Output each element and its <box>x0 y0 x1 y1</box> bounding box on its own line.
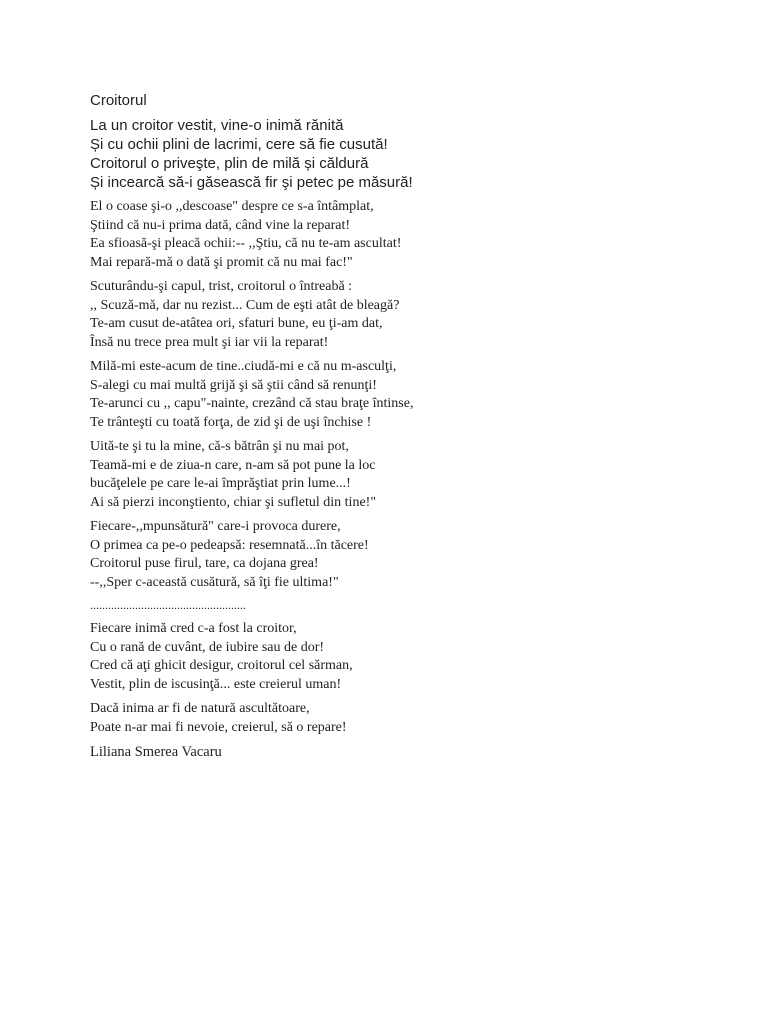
poem-line: Croitorul o priveşte, plin de milă și căldură <box>90 155 369 172</box>
poem-line: Dacă inima ar fi de natură ascultătoare, <box>90 701 310 716</box>
poem-line: Și incearcă să-i găsească fir şi petec pe măsură! <box>90 174 413 191</box>
poem-line: Milă-mi este-acum de tine..ciudă-mi e că nu m-asculţi, <box>90 359 397 374</box>
stanza-1 <box>90 116 730 192</box>
poem-line: S-alegi cu mai multă grijă şi să ştii când să renunţi! <box>90 377 377 393</box>
poem-line: Poate n-ar mai fi nevoie, creierul, să o repare! <box>90 719 347 735</box>
poem-line: Cu o rană de cuvânt, de iubire sau de dor! <box>90 639 325 655</box>
poem-line: Fiecare-,,mpunsătură" care-i provoca durere, <box>90 519 341 534</box>
poem-line: Ştiind că nu-i prima dată, când vine la reparat! <box>90 217 351 233</box>
poem-line: --,,Sper c-această cusătură, să îţi fie ultima!" <box>90 574 339 590</box>
poem-line: Mai repară-mă o dată şi promit că nu mai fac!" <box>90 254 353 270</box>
poem-line: Croitorul puse firul, tare, ca dojana grea! <box>90 556 319 571</box>
poem-line: bucăţelele pe care le-ai împrăştiat prin lume...! <box>90 476 351 491</box>
poem-line: Te trânteşti cu toată forţa, de zid şi de uşi închise ! <box>90 414 372 430</box>
stanza-5 <box>90 438 730 512</box>
stanza-8 <box>90 700 730 737</box>
poem-page <box>90 92 730 761</box>
poem-line: La un croitor vestit, vine-o inimă rănită <box>90 117 344 134</box>
poem-line: Fiecare inimă cred c-a fost la croitor, <box>90 621 297 636</box>
poem-title: Croitorul <box>90 92 147 109</box>
separator-dots: .................................................... <box>90 598 246 612</box>
stanza-7 <box>90 620 730 694</box>
poem-line: Ai să pierzi inconştiento, chiar şi sufletul din tine!" <box>90 494 377 510</box>
stanza-3 <box>90 278 730 352</box>
stanza-2 <box>90 198 730 272</box>
poem-line: Teamă-mi e de ziua-n care, n-am să pot pune la loc <box>90 457 376 473</box>
poem-line: Uită-te şi tu la mine, că-s bătrân şi nu mai pot, <box>90 439 349 454</box>
poem-line: Scuturându-şi capul, trist, croitorul o întreabă : <box>90 279 353 294</box>
poem-line: O primea ca pe-o pedeapsă: resemnată...în tăcere! <box>90 537 369 553</box>
poem-line: Însă nu trece prea mult şi iar vii la reparat! <box>90 334 329 350</box>
poem-line: Ea sfioasă-şi pleacă ochii:-- ,,Ştiu, că nu te-am ascultat! <box>90 236 402 251</box>
poem-line: ,, Scuză-mă, dar nu rezist... Cum de eşti atât de bleagă? <box>90 297 400 313</box>
author-signature: Liliana Smerea Vacaru <box>90 744 222 760</box>
poem-line: Și cu ochii plini de lacrimi, cere să fie cusută! <box>90 136 388 153</box>
poem-line: Vestit, plin de iscusinţă... este creierul uman! <box>90 676 342 692</box>
stanza-6 <box>90 518 730 592</box>
stanza-4 <box>90 358 730 432</box>
poem-line: Te-am cusut de-atâtea ori, sfaturi bune, eu ţi-am dat, <box>90 316 383 331</box>
poem-line: Cred că aţi ghicit desigur, croitorul cel sărman, <box>90 658 353 673</box>
poem-line: El o coase şi-o ,,descoase" despre ce s-a întâmplat, <box>90 199 374 214</box>
poem-line: Te-arunci cu ,, capu"-nainte, crezând că stau braţe întinse, <box>90 396 414 411</box>
